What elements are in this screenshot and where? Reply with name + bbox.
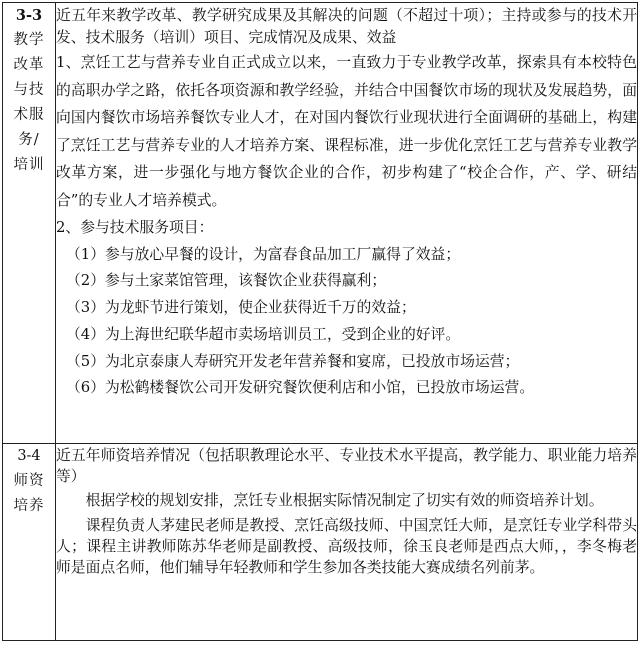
- document-page: [2, 2, 638, 645]
- list-item: （3）为龙虾节进行策划，使企业获得近千万的效益；: [66, 299, 416, 317]
- form-table: [2, 2, 638, 641]
- paragraph: 课程负责人茅建民老师是教授、烹饪高级技师、中国烹饪大师，是烹饪专业学科带头人；课程主讲教师陈苏华老师是副教授、高级技师，徐玉良老师是西点大师，，李冬梅老师是面点名师，他们辅导年轻教师和学生参加各类技能大赛成绩名列前茅。: [56, 517, 637, 576]
- list-item: （4）为上海世纪联华超市卖场培训员工，受到企业的好评。: [66, 325, 461, 343]
- section-label-line: 培训: [13, 157, 45, 173]
- paragraph: 2、参与技术服务项目：: [56, 219, 214, 236]
- list-item: （1）参与放心早餐的设计，为富春食品加工厂赢得了效益；: [66, 245, 461, 263]
- section-label-line: 师资: [13, 473, 45, 489]
- section-label-line: 培养: [13, 498, 45, 514]
- list-item: （2）参与土家菜馆管理，该餐饮企业获得赢利；: [66, 272, 387, 290]
- section-label-line: 教学: [13, 32, 45, 48]
- section-code: 3-4: [17, 448, 41, 464]
- section-label-line: 与技: [13, 82, 45, 98]
- section-3-3-row: [3, 3, 638, 444]
- paragraph: 1、烹饪工艺与营养专业自正式成立以来，一直致力于专业教学改革，探索具有本校特色的高职办学之路，依托各项资源和教学经验，并结合中国餐饮市场的现状及发展趋势，面向国内餐饮市场培养餐饮专业人才，在对国内餐饮行业现状进行全面调研的基础上，构建了烹饪工艺与营养专业的人才培养方案、课程标准，进一步优化烹饪工艺与营养专业教学改革方案，进一步强化与地方餐饮企业的合作，初步构建了“校企合作，产、学、研结合”的专业人才培养模式。: [56, 54, 637, 209]
- section-3-4-row: [3, 444, 638, 641]
- section-3-3-label-cell: [3, 3, 56, 444]
- section-3-3-content-cell: [56, 3, 638, 444]
- section-code: 3-3: [15, 7, 43, 24]
- paragraph: 根据学校的规划安排，烹饪专业根据实际情况制定了切实有效的师资培养计划。: [85, 492, 604, 509]
- section-label-line: 务/: [18, 132, 40, 148]
- list-item: （5）为北京泰康人寿研究开发老年营养餐和宴席，已投放市场运营；: [66, 352, 520, 370]
- section-label-line: 术服: [13, 107, 45, 123]
- list-item: （6）为松鹤楼餐饮公司开发研究餐饮便利店和小馆，已投放市场运营。: [66, 379, 535, 397]
- section-3-4-content-cell: [56, 444, 638, 641]
- section-label-line: 改革: [13, 57, 45, 73]
- section-3-4-label-cell: [3, 444, 56, 641]
- section-heading: 近五年师资培养情况（包括职教理论水平、专业技术水平提高，教学能力、职业能力培养等）: [56, 447, 637, 485]
- section-heading: 近五年来教学改革、教学研究成果及其解决的问题（不超过十项）；主持或参与的技术开发、技术服务（培训）项目、完成情况及成果、效益: [56, 7, 637, 46]
